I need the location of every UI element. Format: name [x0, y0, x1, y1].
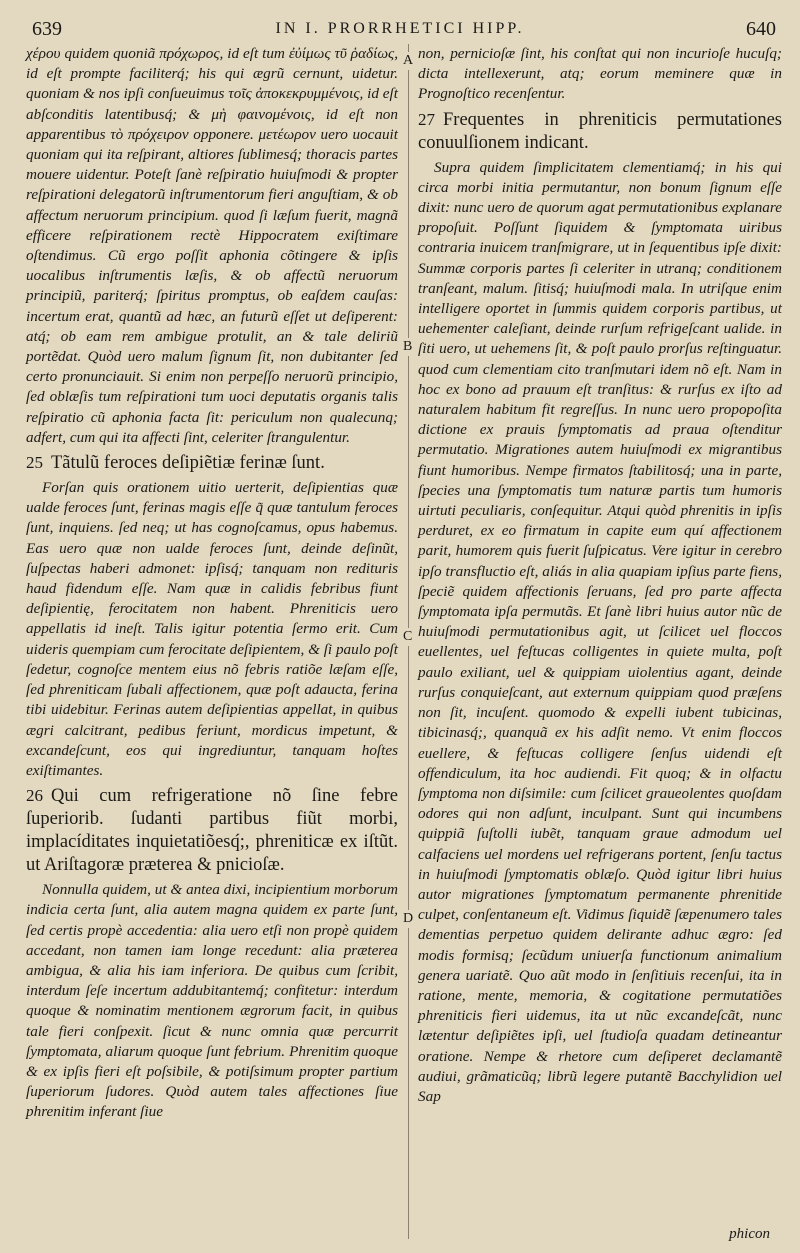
right-column [418, 44, 782, 1107]
commentary-paragraph: non, pernicioſæ ſint, his conſtat qui non incurioſe hucuſq; dicta intellexerunt, atq; eorum meminere quæ in Prognoſtico recenſentur. [418, 45, 782, 103]
aphorism-25 [26, 451, 398, 475]
commentary-paragraph: χέρου quidem quoniã πρόχωρος, id eſt tum ἐὐίμως τῦ ῥαδίως, id eſt prompte faciliterq́; his qui ægrũ cernunt, uidetur. quoniam & nos ipſi conſueuimus τοῖς ἀποκεκρυμμένοις, id eſt abſconditis latentibusq́; & μὴ φαινομένοις, id eſt non apparentibus τὸ πρόχειρον opponere. μετέωρον uero uocauit quoniam qui ita reſpirant, altiores ſublimesq́; thoracis partes mouere uidentur. Poteſt ſanè reſpiratio huiuſmodi & propter reſpirationi delegatorũ inſtrumentorum fieri anguſtiam, & ob affectum neruorum principium. quod ſi læſum fuerit, magnã efficere reſpirationem rectè Hippocratem exiſtimare oſtendimus. Cũ ergo poſſit aphonia cõtingere & ipſis uocalibus inſtrumentis læſis, & ob affectũ neruorum principiũ, pariterq́; ſpiritus promptus, ob eaſdem cauſas: incertum erat, quantũ ad hæc, an futurũ eſſet ut deſiperent: atq́; ob eam rem ambigue protulit, an & tale deliriũ portẽdat. Quòd uero malum ſignum ſit, non dubitanter ſed certo pronunciauit. Si enim non perpeſſo neruorũ principio, ſed oblæſis tum reſpirationi tum uoci deputatis organis talis reſpiratio cũ aphonia facta ſit: periculum non qualecunq; adfert, cum qui ita affecti ſint, celeriter ſtrangulentur. [26, 45, 398, 446]
page-number-right: 640 [746, 18, 776, 40]
margin-letter-c: C [403, 629, 413, 644]
margin-letter-d: D [403, 911, 414, 926]
aphorism-text: Frequentes in phreniticis permutationes conuulſionem indicant. [418, 109, 782, 153]
aphorism-27 [418, 108, 782, 155]
running-title: IN I. PRORRHETICI HIPP. [275, 20, 525, 37]
aphorism-number: 25 [26, 453, 43, 473]
aphorism-number: 27 [418, 109, 435, 129]
left-column [26, 44, 398, 1123]
commentary-paragraph: Supra quidem ſimplicitatem clementiamq́; in his qui circa morbi initia permutantur, non bonum ſignum eſſe dixit: nunc uero de quorum agat permutationibus explanare propoſuit. Poſſunt ſiquidem & ſymptomata uiribus contraria inuicem tranſmigrare, ut in ſequentibus ipſe dixit: Summæ corporis partes ſi celeriter in utranq; conditionem tranſeant, malum. ſitisq́; huiuſmodi mala. In utriſque enim intelligere oportet in ſummis quidem corporis partibus, ut uehementer caleſiant, deinde rurſum refrigeſcant ualide. in ſiti uero, ut uehemens ſit, & poſt paulo prorſus reſtinguatur. quod cum clementiam cito tranſmutari idem nõ eſt. Nam in hoc ex bono ad prauum eſt tranſitus: & rurſus ex iſto ad naturalem habitum fit regreſſus. In nunc uero propopoſita dictione ex prauis ſymptomatis ad praua oſtenditur permutatio. Migrationes autem huiuſmodi ex migrantibus fiunt humoribus. Nempe firmatos ſtabilitosq́; una in parte, ſpecies una ſymptomatis tum naturæ partis tum humoris uirtuti peculiaris, conſequitur. Atqui quòd phrenitis in ipſis perduret, ex eo firmatum in capite eum quí affectionem parit, humorem quis fuerit ſuſpicatus. Vere igitur in cerebro ipſo transfluctio eſt, aliás in alia quapiam ipſius parte fiens, ſpeciẽ quidem affectionis ſeruans, ſed pro parte affecta ſymptomata ipſa permutãs. Et ſanè libri huius autor nũc de huiuſmodi permutationibus agit, ut ſcilicet uel floccos euellentes, uel feſtucas colligentes in quiete multa, poſt paulo exiliant, uel & quippiam uiolentius agant, deinde rurſus conquieſcant, aut externum quippiam quod præſens non ſit, incuſent. quomodo & expelli iubent tubicinas, tibicinasq́;, quanquã ex his adſit nemo. Vt enim floccos euellere, & feſtucas colligere ſenſus uidendi eſt offendiculum, ita hoc audiendi. Fit quoq; & in olfactu ſymptoma non diſsimile: cum ſcilicet graueolentes quoſdam odores qui non adſunt, inculpant. Sunt qui incumbens quippiã ſuſtolli iubẽt, tanquam graue admodum uel calfaciens uel mordens uel refrigerans portent, ſenſu tactus in huiuſmodi ſymptomatis oblæſo. Quòd igitur libri huius autor migrationes ſymptomatum permanente phrenitide culpet, conſentaneum eſt. Vidimus ſiquidẽ ſæpenumero tales dementias perpetuo quidem delirante adhuc ægro: ſed modis formisq; ſecũdum uniuerſa functionum animalium genera uariatẽ. Quo aũt modo in ſenſitiuis recenſui, ita in ratione, mente, memoria, & cogitatione permutatiões phreniticis fieri uidemus, ita ut nũc excandeſcãt, nunc lætentur deſipiẽtes ipſi, uel ſtudioſa quadam detineantur oratione. Nempe & rhetore cum deſiperet declamantẽ audiui, grãmaticũq; librũ legere putantẽ Bacchylidion uel Sap [418, 158, 782, 1105]
aphorism-26 [26, 784, 398, 877]
commentary-paragraph: Nonnulla quidem, ut & antea dixi, incipientium morborum indicia certa ſunt, alia autem magna quidem ex parte ſunt, ſed certis propè accedentia: alia uero etſi non propè quidem accedant, non tamen iam longe recedunt: alia præterea ambigua, & alia his iam inferiora. De quibus cum ſcribit, interdum ſeſe incertum addubitantemq́; confitetur: interdum quoque & nominatim mentionem ægrorum facit, in quibus tale fieri conſpexit. ſicut & nunc omnia quæ percurrit ſymptomata, aliarum quoque ſunt febrium. Phrenitim quoque & ex ipſis fieri eſt poſsibile, & potiſsimum propter partium ſuperiorum ſudores. Quòd autem tales affectiones ſiue phrenitim inferant ſiue [26, 881, 398, 1121]
aphorism-text: Qui cum refrigeratione nõ ſine febre ſuperiorib. ſudanti partibus fiũt morbi, implacíditates inquietatiõesq́;, phreniticæ ex iſtũt. ut Ariſtagoræ præterea & pnicioſæ. [26, 786, 398, 876]
margin-letter-b: B [403, 339, 413, 354]
page-number-left: 639 [32, 18, 62, 40]
aphorism-number: 26 [26, 786, 43, 806]
margin-letter-a: A [403, 53, 414, 68]
running-head [0, 18, 800, 46]
catchword: phicon [729, 1226, 770, 1242]
aphorism-text: Tãtulũ feroces deſipiẽtiæ ferinæ ſunt. [51, 453, 325, 474]
commentary-paragraph: Forſan quis orationem uitio uerterit, deſipientias quæ ualde feroces ſunt, ferinas magis eſſe q̃ quæ tantulum feroces ſunt, inquiens. ſed neq; ut has cognoſcamus, opus habemus. Eas uero quæ non ualde feroces ſunt, deinde deſinũt, ſuſpectas haberi admonet: ipſisq́; tanquam non redituris haud fidendum eſſe. Nam quæ in calidis febribus fiunt deſipientię, ferocitatem non habent. Phreniticis uero appellatis id ineſt. Talis igitur potentia ſermo erit. Cum uideris quempiam cum ferocitate deſipientem, & ſi paulo poſt ſedetur, cognoſce mentem eius nõ febris ratiõe læſam eſſe, ſed phreniticam ſubali affectionem, quæ poſt adaucta, ferina tibi uidebitur. Ferinas autem deſipientias appellat, in quibus ægri calcitrant, pedibus feriunt, mordicus impetunt, & excandeſcunt, eos qui ingrediuntur, tanquam hoſtes exiſtimantes. [26, 479, 398, 779]
